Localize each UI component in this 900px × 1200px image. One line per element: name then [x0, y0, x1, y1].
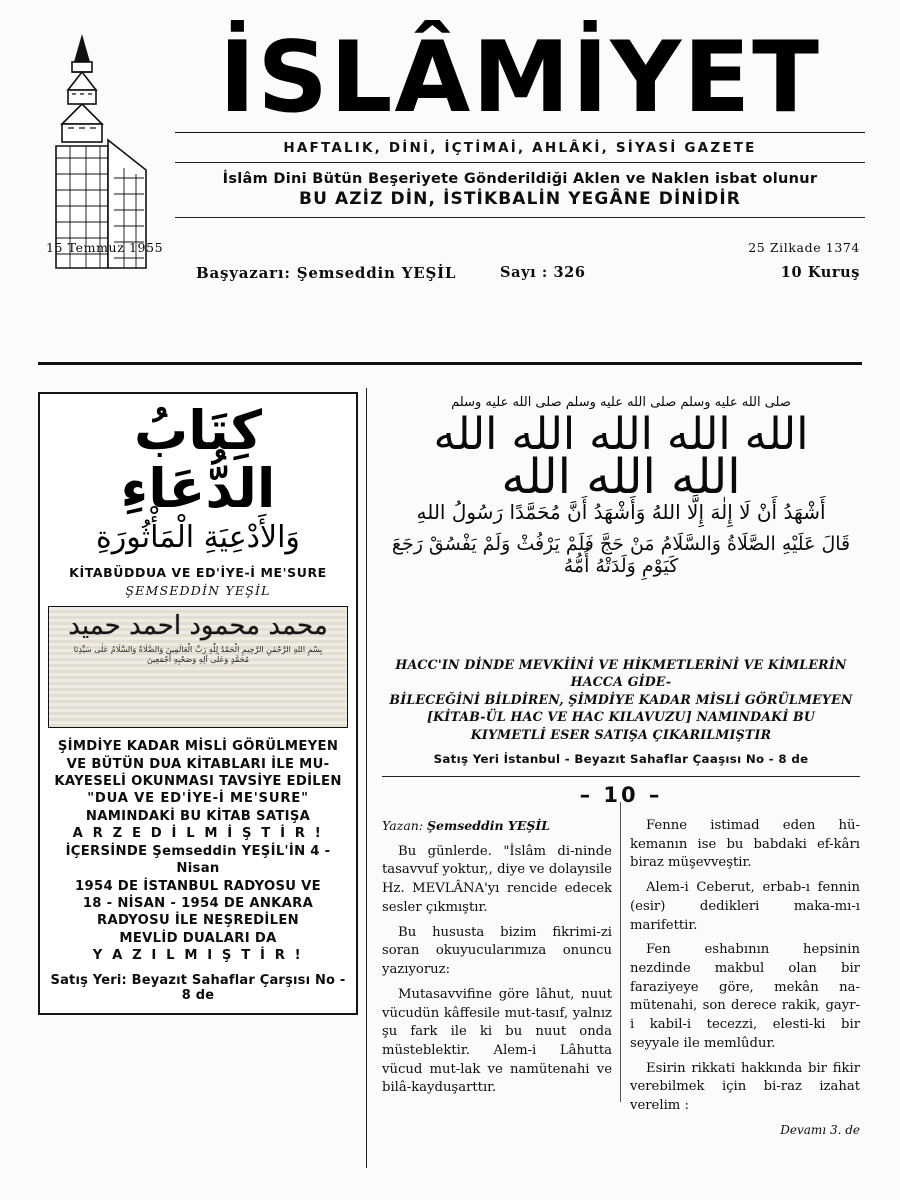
ad-line: RADYOSU İLE NEŞREDİLEN [97, 913, 299, 929]
divider [175, 162, 865, 163]
book-ad-dua [38, 392, 358, 1015]
article-paragraph: Fenne istimad eden hü-kemanın ise bu babdaki ef-kârı biraz müşevveştir. [630, 817, 860, 871]
content-area [0, 372, 900, 1200]
book-ad-body [48, 738, 348, 964]
left-column [38, 392, 358, 1015]
ad-line: Y A Z I L M I Ş T İ R ! [92, 948, 304, 964]
article-paragraph: Esirin rikkati hakkında bir fikir verebilmek için bi-raz izahat verelim : [630, 1060, 860, 1114]
callig-row-4: أَشْهَدُ أَنْ لَا إِلٰهَ إِلَّا اللهُ وَأَشْهَدُ أَنَّ مُحَمَّدًا رَسُولُ اللهِ [416, 500, 826, 525]
ad-line: 1954 DE İSTANBUL RADYOSU VE [75, 878, 321, 894]
right-column [382, 390, 860, 1145]
article-column-left [382, 817, 612, 1145]
article-column-separator [620, 802, 621, 1102]
editor-label: Başyazarı: [196, 264, 291, 282]
hac-book-sales-point: Satış Yeri İstanbul - Beyazıt Sahaflar Çaaşısı No - 8 de [433, 751, 809, 766]
book-caption-author: ŞEMSEDDİN YEŞİL [125, 583, 271, 599]
column-divider [366, 388, 367, 1168]
article-paragraph: Bu hususta bizim fikrimi-zi soran okuyucularımıza onuncu yazıyoruz: [382, 924, 612, 978]
ad-line: A R Z E D İ L M İ Ş T İ R ! [72, 826, 324, 842]
ad-line: ŞİMDİYE KADAR MİSLİ GÖRÜLMEYEN [57, 739, 339, 755]
issue-date-gregorian: 15 Temmuz 1955 [46, 240, 164, 255]
masthead-slogan-1: İslâm Dini Bütün Beşeriyete Gönderildiği Aklen ve Naklen isbat olunur [222, 171, 818, 188]
article-continuation: Devamı 3. de [780, 1122, 860, 1137]
article-paragraph: Bu günlerde. "İslâm di-ninde tasavvuf yoktur,, diye ve dolayısile Hz. MEVLÂNA'yı rencide edecek sesler çıkmıştır. [382, 843, 612, 915]
issue-label: Sayı : [500, 264, 548, 281]
editor-line [196, 264, 456, 282]
divider [38, 362, 862, 365]
issue-date-hijri: 25 Zilkade 1374 [748, 240, 860, 255]
arabic-book-subtitle: وَالأَدْعِيَةِ الْمَأْثُورَةِ [96, 519, 300, 555]
article-paragraph: Fen eshabının hepsinin nezdinde makbul olan bir faraziyeye göre, mekân na-mütenahi, son derece rakik, gayr-i kabil-i tecezzi, elesti-ki bir seyyale ile memlûdur. [630, 942, 860, 1051]
ad-line: "DUA VE ED'İYE-İ ME'SURE" [87, 791, 309, 807]
issue-info-bar [0, 238, 900, 296]
article-paragraph: Mutasavvifine göre lâhut, nuut vücudün kâffesile mut-tasıf, yalnız şu fark ile ki bu nuut onda müsteblektir. Alem-i Lâhutta vücud mut-lak ve namütenahi ve bilâ-kayduşarttır. [382, 986, 612, 1096]
issue-number: 326 [553, 264, 586, 281]
desc-line: [KİTAB-ÜL HAC VE HAC KILAVUZU] NAMINDAKİ BU [426, 709, 816, 725]
ad-line: VE BÜTÜN DUA KİTABLARI İLE MU- [66, 756, 330, 772]
desc-line: BİLECEĞİNİ BİLDİREN, ŞİMDİYE KADAR MİSLİ GÖRÜLMEYEN [389, 691, 853, 707]
ad-line: NAMINDAKİ BU KİTAB SATIŞA [85, 808, 311, 824]
ornate-calligraphy-panel [48, 606, 348, 728]
desc-line: HACC'IN DİNDE MEVKİİNİ VE HİKMETLERİNİ VE KİMLERİN HACCA GİDE- [395, 657, 847, 690]
book-caption-title: KİTABÜDDUA VE ED'İYE-İ ME'SURE [69, 565, 327, 581]
divider [175, 217, 865, 218]
article-byline [382, 817, 612, 835]
callig-row-1: صلى الله عليه وسلم صلى الله عليه وسلم صلى الله عليه وسلم [451, 395, 791, 410]
byline-name: Şemseddin YEŞİL [427, 817, 551, 833]
ornate-names: محمد محمود احمد حميد [68, 611, 328, 642]
divider [382, 776, 860, 777]
callig-row-2: الله الله الله الله الله [433, 408, 809, 460]
article-paragraph: Alem-i Ceberut, erbab-ı fennin (esir) dedikleri maka-mı-ı marifettir. [630, 880, 860, 933]
ad-line: 18 - NİSAN - 1954 DE ANKARA [82, 895, 314, 911]
page-number: – 10 – [579, 782, 663, 807]
ad-line: MEVLİD DUALARI DA [119, 930, 277, 946]
hac-book-description [382, 656, 860, 743]
byline-label: Yazan: [382, 817, 424, 833]
editor-name: Şemseddin YEŞİL [296, 264, 457, 282]
desc-line: KIYMETLİ ESER SATIŞA ÇIKARILMIŞTIR [470, 726, 772, 742]
title-block [175, 21, 865, 218]
ornate-text: بِسْمِ اللهِ الرَّحْمٰنِ الرَّحِيمِ الْحَمْدُ لِلّٰهِ رَبِّ الْعَالَمِينَ وَالصَّلَاةُ وَالسَّلَامُ عَلٰى سَيِّدِنَا مُحَمَّدٍ وَعَلٰى آلِهِ وَصَحْبِهِ أَجْمَعِينَ [73, 645, 323, 665]
page-title: İSLÂMİYET [218, 21, 822, 135]
arabic-book-title: كِتَابُ الدُّعَاءِ [120, 399, 276, 521]
article-column-right [630, 817, 860, 1145]
hac-calligraphy-panel [382, 390, 860, 648]
ad-line: İÇERSİNDE Şemseddin YEŞİL'İN 4 - Nisan [65, 843, 331, 877]
article-body [382, 817, 860, 1145]
masthead-slogan-2: BU AZİZ DİN, İSTİKBALİN YEGÂNE DİNİDİR [299, 189, 741, 210]
callig-row-3: الله الله الله [501, 448, 741, 505]
book-ad-sales-point: Satış Yeri: Beyazıt Sahaflar Çarşısı No - 8 de [50, 972, 346, 1003]
ad-line: KAYESELİ OKUNMASI TAVSİYE EDİLEN [54, 773, 342, 789]
issue-price: 10 Kuruş [780, 264, 860, 281]
issue-number-line [500, 264, 586, 281]
masthead [0, 0, 900, 300]
masthead-subtitle: HAFTALIK, DİNİ, İÇTİMAİ, AHLÂKİ, SİYASİ GAZETE [283, 140, 757, 157]
hadith-text: قَالَ عَلَيْهِ الصَّلَاةُ وَالسَّلَامُ مَنْ حَجَّ فَلَمْ يَرْفُثْ وَلَمْ يَفْسُقْ رَجَعَ كَيَوْمِ وَلَدَتْهُ أُمُّهُ [391, 533, 851, 578]
